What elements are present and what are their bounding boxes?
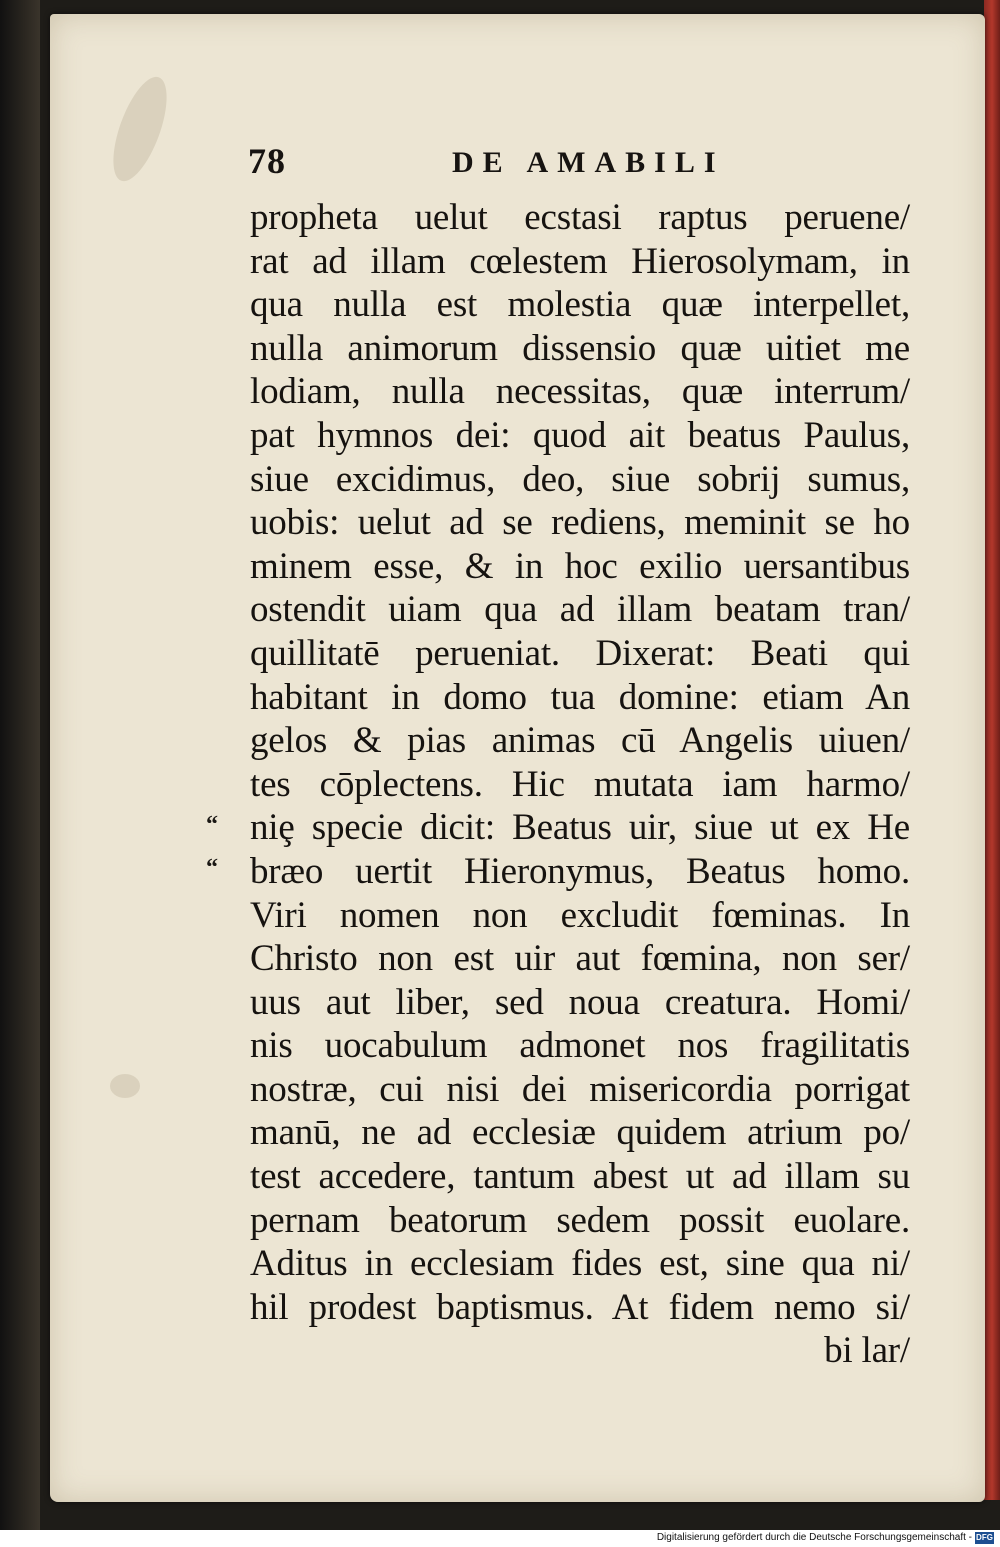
text-line: Christo non est uir aut fœmina, non ser/	[250, 938, 910, 980]
marginal-quote-mark: “	[206, 812, 218, 838]
red-page-edge	[984, 0, 1000, 1500]
text-line: tes cōplectens. Hic mutata iam harmo/	[250, 763, 910, 805]
text-line: nostræ, cui nisi dei misericordia porrigat	[250, 1068, 910, 1110]
text-line: hil prodest baptismus. At fidem nemo si/	[250, 1286, 910, 1328]
body-text	[250, 196, 910, 1373]
text-line: uus aut liber, sed noua creatura. Homi/	[250, 981, 910, 1023]
text-line: qua nulla est molestia quæ interpellet,	[250, 284, 910, 326]
text-line: siue excidimus, deo, siue sobrij sumus,	[250, 458, 910, 500]
stain-mark	[110, 1074, 140, 1098]
text-line: Aditus in ecclesiam fides est, sine qua ni/	[250, 1243, 910, 1285]
text-line: gelos & pias animas cū Angelis uiuen/	[250, 720, 910, 762]
text-line: uobis: uelut ad se rediens, meminit se ho	[250, 502, 910, 544]
page-number: 78	[248, 141, 286, 181]
text-line: rat ad illam cœlestem Hierosolymam, in	[250, 240, 910, 282]
stain-mark	[102, 70, 177, 187]
text-line: ostendit uiam qua ad illam beatam tran/	[250, 589, 910, 631]
text-line: Viri nomen non excludit fœminas. In	[250, 894, 910, 936]
running-head: DE AMABILI	[452, 146, 725, 179]
book-spine-edge	[0, 0, 40, 1530]
text-line: bræo uertit Hieronymus, Beatus homo.	[250, 850, 910, 892]
text-line: lodiam, nulla necessitas, quæ interrum/	[250, 371, 910, 413]
dfg-logo: DFG	[976, 1533, 993, 1542]
text-line: pat hymnos dei: quod ait beatus Paulus,	[250, 414, 910, 456]
text-line: nis uocabulum admonet nos fragilitatis	[250, 1025, 910, 1067]
page-header	[248, 140, 768, 186]
text-line: quillitatē perueniat. Dixerat: Beati qui	[250, 632, 910, 674]
text-line: manū, ne ad ecclesiæ quidem atrium po/	[250, 1112, 910, 1154]
text-line: habitant in domo tua domine: etiam An	[250, 676, 910, 718]
text-line: test accedere, tantum abest ut ad illam su	[250, 1156, 910, 1198]
marginal-quote-mark: “	[206, 855, 218, 881]
text-line: propheta uelut ecstasi raptus peruene/	[250, 197, 910, 238]
text-line: minem esse, & in hoc exilio uersantibus	[250, 545, 910, 587]
digitization-credit: Digitalisierung gefördert durch die Deutsche Forschungsgemeinschaft -	[656, 1532, 972, 1543]
text-line: pernam beatorum sedem possit euolare.	[250, 1199, 910, 1241]
text-line: nulla animorum dissensio quæ uitiet me	[250, 327, 910, 369]
text-line: niȩ specie dicit: Beatus uir, siue ut ex He	[250, 807, 910, 849]
catchword: bi lar/	[824, 1330, 910, 1372]
